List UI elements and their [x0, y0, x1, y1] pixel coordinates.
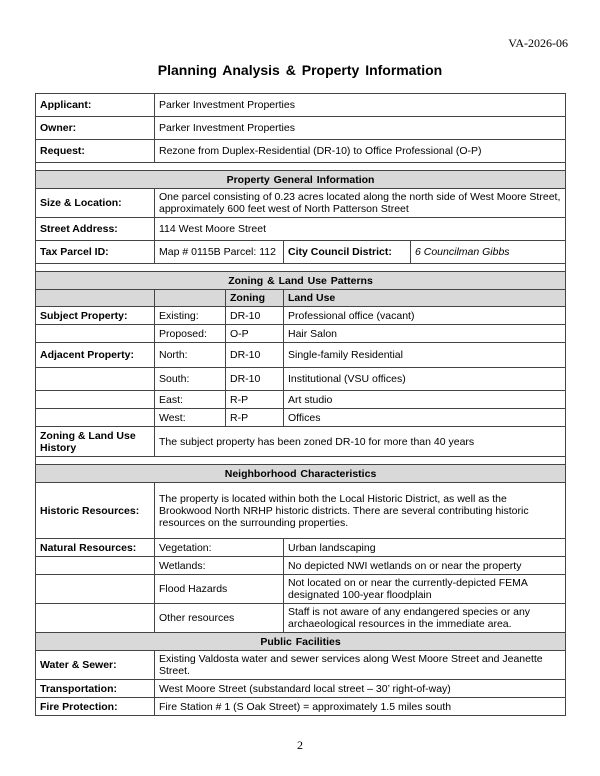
- owner-row: [36, 117, 566, 140]
- adjacent-land-use: Art studio: [284, 391, 566, 409]
- natural-resource-value: No depicted NWI wetlands on or near the property: [284, 557, 566, 575]
- subject-type: Existing:: [155, 307, 226, 325]
- adjacent-direction: West:: [155, 409, 226, 427]
- subject-existing-row: [36, 307, 566, 325]
- adjacent-direction: South:: [155, 368, 226, 391]
- natural-resource-value: Not located on or near the currently-depicted FEMA designated 100-year floodplain: [284, 575, 566, 604]
- natural-wetlands-row: [36, 557, 566, 575]
- subject-property-label: Subject Property:: [36, 307, 155, 325]
- zoning-column-header: Zoning: [226, 290, 284, 307]
- water-sewer-value: Existing Valdosta water and sewer services along West Moore Street and Jeanette Street.: [155, 651, 566, 680]
- natural-resource-item: Other resources: [155, 604, 284, 633]
- adjacent-direction: East:: [155, 391, 226, 409]
- natural-resources-label: Natural Resources:: [36, 539, 155, 557]
- neighborhood-section-heading: Neighborhood Characteristics: [36, 465, 566, 483]
- adjacent-direction: North:: [155, 343, 226, 368]
- subject-zoning: DR-10: [226, 307, 284, 325]
- adjacent-south-row: [36, 368, 566, 391]
- adjacent-west-row: [36, 409, 566, 427]
- council-district-label: City Council District:: [284, 241, 411, 264]
- tax-parcel-label: Tax Parcel ID:: [36, 241, 155, 264]
- zoning-history-label: Zoning & Land Use History: [36, 427, 155, 457]
- historic-resources-label: Historic Resources:: [36, 483, 155, 539]
- subject-proposed-row: [36, 325, 566, 343]
- transportation-row: [36, 680, 566, 698]
- transportation-label: Transportation:: [36, 680, 155, 698]
- subject-zoning: O-P: [226, 325, 284, 343]
- adjacent-zoning: R-P: [226, 409, 284, 427]
- request-row: [36, 140, 566, 163]
- property-section-heading: Property General Information: [36, 171, 566, 189]
- applicant-value: Parker Investment Properties: [155, 94, 566, 117]
- applicant-row: [36, 94, 566, 117]
- natural-resource-item: Wetlands:: [155, 557, 284, 575]
- case-number: VA-2026-06: [508, 36, 568, 50]
- page-number: 2: [297, 738, 303, 752]
- adjacent-zoning: R-P: [226, 391, 284, 409]
- size-location-label: Size & Location:: [36, 189, 155, 218]
- adjacent-north-row: [36, 343, 566, 368]
- adjacent-property-label: Adjacent Property:: [36, 343, 155, 368]
- water-sewer-label: Water & Sewer:: [36, 651, 155, 680]
- street-address-value: 114 West Moore Street: [155, 218, 566, 241]
- planning-analysis-table: [35, 93, 566, 716]
- tax-parcel-value: Map # 0115B Parcel: 112: [155, 241, 284, 264]
- applicant-label: Applicant:: [36, 94, 155, 117]
- natural-resource-item: Flood Hazards: [155, 575, 284, 604]
- subject-type: Proposed:: [155, 325, 226, 343]
- size-location-value: One parcel consisting of 0.23 acres located along the north side of West Moore Street, approximately 600 feet west of North Patterson Street: [155, 189, 566, 218]
- historic-resources-row: [36, 483, 566, 539]
- request-label: Request:: [36, 140, 155, 163]
- zoning-section-heading: Zoning & Land Use Patterns: [36, 272, 566, 290]
- council-district-value: 6 Councilman Gibbs: [411, 241, 566, 264]
- zoning-column-headers: [36, 290, 566, 307]
- natural-other-row: [36, 604, 566, 633]
- tax-parcel-row: [36, 241, 566, 264]
- water-sewer-row: [36, 651, 566, 680]
- owner-label: Owner:: [36, 117, 155, 140]
- subject-land-use: Hair Salon: [284, 325, 566, 343]
- natural-flood-row: [36, 575, 566, 604]
- street-address-label: Street Address:: [36, 218, 155, 241]
- adjacent-east-row: [36, 391, 566, 409]
- fire-protection-label: Fire Protection:: [36, 698, 155, 716]
- fire-protection-row: [36, 698, 566, 716]
- adjacent-land-use: Offices: [284, 409, 566, 427]
- adjacent-zoning: DR-10: [226, 368, 284, 391]
- adjacent-land-use: Institutional (VSU offices): [284, 368, 566, 391]
- natural-resource-value: Staff is not aware of any endangered species or any archaeological resources in the immediate area.: [284, 604, 566, 633]
- natural-resource-item: Vegetation:: [155, 539, 284, 557]
- zoning-history-row: [36, 427, 566, 457]
- document-title: Planning Analysis & Property Information: [157, 62, 443, 78]
- size-location-row: [36, 189, 566, 218]
- historic-resources-value: The property is located within both the Local Historic District, as well as the Brookwood North NRHP historic districts. There are several contributing historic resources on the surrounding properties.: [155, 483, 566, 539]
- adjacent-zoning: DR-10: [226, 343, 284, 368]
- natural-resource-value: Urban landscaping: [284, 539, 566, 557]
- facilities-section-heading: Public Facilities: [36, 633, 566, 651]
- transportation-value: West Moore Street (substandard local street – 30’ right-of-way): [155, 680, 566, 698]
- landuse-column-header: Land Use: [284, 290, 566, 307]
- owner-value: Parker Investment Properties: [155, 117, 566, 140]
- natural-vegetation-row: [36, 539, 566, 557]
- fire-protection-value: Fire Station # 1 (S Oak Street) = approximately 1.5 miles south: [155, 698, 566, 716]
- adjacent-land-use: Single-family Residential: [284, 343, 566, 368]
- request-value: Rezone from Duplex-Residential (DR-10) to Office Professional (O-P): [155, 140, 566, 163]
- street-address-row: [36, 218, 566, 241]
- zoning-history-value: The subject property has been zoned DR-10 for more than 40 years: [155, 427, 566, 457]
- subject-land-use: Professional office (vacant): [284, 307, 566, 325]
